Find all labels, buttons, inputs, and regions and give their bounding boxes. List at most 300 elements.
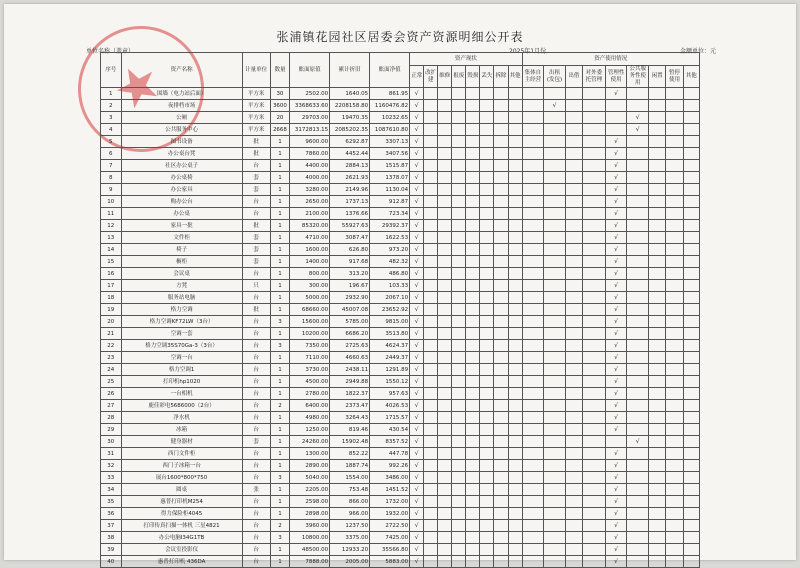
status-cell xyxy=(508,280,522,292)
usage-cell xyxy=(522,436,544,448)
row-asset-name: 公厕 xyxy=(121,112,242,124)
status-cell: √ xyxy=(410,232,424,244)
status-cell: √ xyxy=(410,424,424,436)
status-cell xyxy=(438,448,452,460)
usage-cell xyxy=(666,280,683,292)
usage-cell xyxy=(649,292,666,304)
status-cell: √ xyxy=(410,448,424,460)
usage-cell xyxy=(683,424,699,436)
usage-cell xyxy=(666,448,683,460)
status-cell xyxy=(466,292,480,304)
row-orig-value: 24260.00 xyxy=(290,436,330,448)
usage-cell: √ xyxy=(605,184,627,196)
status-cell xyxy=(480,436,494,448)
status-cell xyxy=(452,124,466,136)
usage-cell: √ xyxy=(605,136,627,148)
usage-cell xyxy=(583,388,606,400)
status-cell: √ xyxy=(410,400,424,412)
row-unit: 套 xyxy=(242,436,270,448)
status-cell xyxy=(508,520,522,532)
table-row xyxy=(101,340,700,352)
status-cell: √ xyxy=(410,220,424,232)
usage-cell xyxy=(565,532,582,544)
status-cell xyxy=(508,496,522,508)
status-cell xyxy=(452,352,466,364)
row-orig-value: 4980.00 xyxy=(290,412,330,424)
row-net-value: 9815.00 xyxy=(370,316,410,328)
status-cell xyxy=(466,508,480,520)
status-cell xyxy=(466,112,480,124)
status-cell xyxy=(452,364,466,376)
status-cell xyxy=(438,472,452,484)
usage-cell xyxy=(666,388,683,400)
row-unit: 批 xyxy=(242,304,270,316)
status-cell xyxy=(452,472,466,484)
status-cell xyxy=(452,172,466,184)
row-asset-name: 格力空调35S70Ga-3（3台） xyxy=(121,340,242,352)
usage-cell xyxy=(666,544,683,556)
usage-cell xyxy=(544,400,566,412)
status-cell xyxy=(438,364,452,376)
status-cell xyxy=(438,244,452,256)
usage-cell xyxy=(666,268,683,280)
usage-cell xyxy=(565,220,582,232)
usage-cell xyxy=(666,340,683,352)
usage-cell xyxy=(565,232,582,244)
status-cell: √ xyxy=(410,136,424,148)
usage-cell: √ xyxy=(605,496,627,508)
status-cell xyxy=(494,364,508,376)
row-unit: 批 xyxy=(242,220,270,232)
row-seq: 23 xyxy=(101,352,122,364)
row-orig-value: 7888.00 xyxy=(290,556,330,568)
status-cell xyxy=(438,388,452,400)
status-cell xyxy=(508,304,522,316)
row-asset-name: 会议室投影仪 xyxy=(121,544,242,556)
row-qty: 1 xyxy=(270,364,289,376)
status-cell xyxy=(508,484,522,496)
row-unit: 台 xyxy=(242,532,270,544)
row-orig-value: 2598.00 xyxy=(290,496,330,508)
status-cell xyxy=(508,436,522,448)
usage-cell xyxy=(583,268,606,280)
usage-cell xyxy=(649,352,666,364)
status-cell xyxy=(466,376,480,388)
row-net-value: 1550.12 xyxy=(370,376,410,388)
usage-cell xyxy=(565,124,582,136)
status-cell: √ xyxy=(410,376,424,388)
row-net-value: 1160476.82 xyxy=(370,100,410,112)
status-cell xyxy=(508,88,522,100)
row-net-value: 4026.53 xyxy=(370,400,410,412)
usage-cell xyxy=(565,388,582,400)
status-cell xyxy=(480,532,494,544)
usage-cell: √ xyxy=(605,256,627,268)
status-cell xyxy=(452,256,466,268)
usage-cell xyxy=(666,124,683,136)
usage-cell xyxy=(522,88,544,100)
usage-cell xyxy=(627,472,649,484)
row-net-value: 447.78 xyxy=(370,448,410,460)
row-seq: 12 xyxy=(101,220,122,232)
status-cell xyxy=(480,256,494,268)
usage-cell xyxy=(565,196,582,208)
row-qty: 30 xyxy=(270,88,289,100)
row-unit: 台 xyxy=(242,160,270,172)
status-cell xyxy=(466,424,480,436)
row-accum-dep: 866.00 xyxy=(330,496,370,508)
col-status-4: 毁损 xyxy=(466,66,480,88)
row-qty: 1 xyxy=(270,184,289,196)
status-cell xyxy=(508,100,522,112)
usage-cell xyxy=(683,148,699,160)
usage-cell xyxy=(544,376,566,388)
row-seq: 6 xyxy=(101,148,122,160)
status-cell xyxy=(424,268,438,280)
row-asset-name: 办公电脑I34G1TB xyxy=(121,532,242,544)
status-cell xyxy=(466,160,480,172)
row-accum-dep: 2932.90 xyxy=(330,292,370,304)
row-unit: 台 xyxy=(242,388,270,400)
status-cell xyxy=(494,124,508,136)
status-cell xyxy=(480,376,494,388)
row-seq: 5 xyxy=(101,136,122,148)
row-qty: 1 xyxy=(270,232,289,244)
status-cell: √ xyxy=(410,148,424,160)
row-orig-value: 10200.00 xyxy=(290,328,330,340)
usage-cell xyxy=(649,412,666,424)
row-seq: 21 xyxy=(101,328,122,340)
usage-cell xyxy=(583,256,606,268)
status-cell xyxy=(452,136,466,148)
row-unit: 台 xyxy=(242,448,270,460)
status-cell xyxy=(480,136,494,148)
usage-cell xyxy=(583,88,606,100)
table-row xyxy=(101,508,700,520)
status-cell xyxy=(494,208,508,220)
usage-cell: √ xyxy=(605,88,627,100)
usage-cell xyxy=(565,520,582,532)
usage-cell xyxy=(522,484,544,496)
usage-cell xyxy=(544,544,566,556)
status-cell xyxy=(452,88,466,100)
row-accum-dep: 1554.00 xyxy=(330,472,370,484)
status-cell xyxy=(438,532,452,544)
usage-cell xyxy=(627,220,649,232)
row-qty: 1 xyxy=(270,208,289,220)
status-cell xyxy=(438,280,452,292)
status-cell xyxy=(466,328,480,340)
row-accum-dep: 6292.87 xyxy=(330,136,370,148)
table-row xyxy=(101,460,700,472)
status-cell xyxy=(480,280,494,292)
status-cell xyxy=(508,220,522,232)
status-cell xyxy=(480,184,494,196)
status-cell: √ xyxy=(410,268,424,280)
table-row xyxy=(101,496,700,508)
row-seq: 26 xyxy=(101,388,122,400)
status-cell: √ xyxy=(410,472,424,484)
row-orig-value: 6400.00 xyxy=(290,400,330,412)
status-cell xyxy=(438,400,452,412)
col-usage-5: 公共服务性使用 xyxy=(627,66,649,88)
status-cell xyxy=(438,328,452,340)
usage-cell xyxy=(627,532,649,544)
usage-cell xyxy=(583,508,606,520)
row-unit: 台 xyxy=(242,340,270,352)
usage-cell xyxy=(522,448,544,460)
row-accum-dep: 3087.47 xyxy=(330,232,370,244)
usage-cell xyxy=(522,316,544,328)
status-cell xyxy=(424,364,438,376)
status-cell xyxy=(466,124,480,136)
usage-cell xyxy=(649,388,666,400)
usage-cell xyxy=(565,88,582,100)
row-qty: 1 xyxy=(270,412,289,424)
row-qty: 1 xyxy=(270,424,289,436)
row-accum-dep: 2005.00 xyxy=(330,556,370,568)
usage-cell xyxy=(627,304,649,316)
status-cell xyxy=(480,496,494,508)
row-net-value: 23652.92 xyxy=(370,304,410,316)
usage-cell xyxy=(666,520,683,532)
row-unit: 台 xyxy=(242,544,270,556)
table-row xyxy=(101,532,700,544)
usage-cell xyxy=(583,208,606,220)
row-seq: 19 xyxy=(101,304,122,316)
status-cell xyxy=(452,544,466,556)
row-unit: 套 xyxy=(242,172,270,184)
row-net-value: 103.33 xyxy=(370,280,410,292)
status-cell xyxy=(480,220,494,232)
usage-cell: √ xyxy=(605,208,627,220)
usage-cell xyxy=(683,400,699,412)
status-cell xyxy=(438,304,452,316)
status-cell xyxy=(452,328,466,340)
row-seq: 32 xyxy=(101,460,122,472)
status-cell xyxy=(438,484,452,496)
usage-cell xyxy=(565,364,582,376)
status-cell xyxy=(494,508,508,520)
status-cell xyxy=(494,496,508,508)
row-seq: 11 xyxy=(101,208,122,220)
usage-cell xyxy=(627,292,649,304)
status-cell xyxy=(438,556,452,568)
status-cell xyxy=(494,328,508,340)
status-cell xyxy=(424,400,438,412)
row-qty: 3 xyxy=(270,340,289,352)
row-unit: 台 xyxy=(242,316,270,328)
usage-cell xyxy=(522,256,544,268)
usage-cell xyxy=(627,88,649,100)
status-cell xyxy=(438,508,452,520)
status-cell xyxy=(494,556,508,568)
row-seq: 40 xyxy=(101,556,122,568)
status-cell: √ xyxy=(410,256,424,268)
row-seq: 29 xyxy=(101,424,122,436)
status-cell xyxy=(438,136,452,148)
status-cell xyxy=(508,112,522,124)
status-cell xyxy=(508,208,522,220)
col-group-status: 资产现状 xyxy=(410,53,522,66)
usage-cell xyxy=(683,208,699,220)
status-cell xyxy=(494,316,508,328)
row-asset-name: 方凳 xyxy=(121,280,242,292)
usage-cell xyxy=(627,232,649,244)
row-unit: 台 xyxy=(242,508,270,520)
usage-cell xyxy=(544,460,566,472)
table-row xyxy=(101,136,700,148)
usage-cell xyxy=(565,400,582,412)
usage-cell xyxy=(544,244,566,256)
status-cell xyxy=(494,412,508,424)
usage-cell xyxy=(544,484,566,496)
usage-cell xyxy=(649,100,666,112)
row-orig-value: 2890.00 xyxy=(290,460,330,472)
usage-cell xyxy=(666,328,683,340)
row-asset-name: 空调一台 xyxy=(121,352,242,364)
usage-cell xyxy=(683,496,699,508)
status-cell xyxy=(424,448,438,460)
status-cell: √ xyxy=(410,520,424,532)
usage-cell: √ xyxy=(605,292,627,304)
usage-cell: √ xyxy=(627,112,649,124)
usage-cell xyxy=(522,124,544,136)
usage-cell: √ xyxy=(605,328,627,340)
usage-cell xyxy=(583,136,606,148)
status-cell xyxy=(466,172,480,184)
table-row xyxy=(101,304,700,316)
usage-cell xyxy=(544,364,566,376)
status-cell xyxy=(452,520,466,532)
usage-cell: √ xyxy=(605,172,627,184)
row-seq: 39 xyxy=(101,544,122,556)
status-cell xyxy=(494,220,508,232)
table-row xyxy=(101,172,700,184)
status-cell: √ xyxy=(410,292,424,304)
table-row xyxy=(101,448,700,460)
status-cell xyxy=(452,376,466,388)
row-asset-name: 冰箱 xyxy=(121,424,242,436)
row-seq: 13 xyxy=(101,232,122,244)
usage-cell xyxy=(627,556,649,568)
usage-cell xyxy=(666,256,683,268)
status-cell xyxy=(494,484,508,496)
row-unit: 台 xyxy=(242,196,270,208)
status-cell xyxy=(438,460,452,472)
status-cell xyxy=(480,196,494,208)
row-qty: 1 xyxy=(270,460,289,472)
row-net-value: 1732.00 xyxy=(370,496,410,508)
row-net-value: 957.63 xyxy=(370,388,410,400)
usage-cell xyxy=(649,496,666,508)
usage-cell xyxy=(583,172,606,184)
usage-cell xyxy=(649,148,666,160)
asset-table xyxy=(100,52,700,568)
row-asset-name: 鹿佳彩电5686000（2台） xyxy=(121,400,242,412)
table-row xyxy=(101,220,700,232)
status-cell xyxy=(508,508,522,520)
usage-cell xyxy=(683,508,699,520)
row-accum-dep: 4660.63 xyxy=(330,352,370,364)
row-accum-dep: 3264.43 xyxy=(330,412,370,424)
status-cell: √ xyxy=(410,532,424,544)
usage-cell xyxy=(666,472,683,484)
status-cell: √ xyxy=(410,304,424,316)
usage-cell xyxy=(583,400,606,412)
usage-cell xyxy=(683,304,699,316)
usage-cell xyxy=(565,376,582,388)
row-qty: 1 xyxy=(270,556,289,568)
row-qty: 1 xyxy=(270,328,289,340)
usage-cell xyxy=(683,232,699,244)
usage-cell xyxy=(666,436,683,448)
row-qty: 2 xyxy=(270,520,289,532)
usage-cell xyxy=(565,352,582,364)
row-orig-value: 3172813.15 xyxy=(290,124,330,136)
status-cell xyxy=(480,208,494,220)
status-cell xyxy=(508,532,522,544)
status-cell xyxy=(508,556,522,568)
usage-cell xyxy=(683,484,699,496)
usage-cell xyxy=(649,280,666,292)
status-cell xyxy=(494,376,508,388)
row-asset-name: 得力保险柜4045 xyxy=(121,508,242,520)
usage-cell xyxy=(565,316,582,328)
usage-cell xyxy=(544,292,566,304)
usage-cell: √ xyxy=(605,424,627,436)
usage-cell xyxy=(649,376,666,388)
row-net-value: 3307.13 xyxy=(370,136,410,148)
status-cell xyxy=(494,280,508,292)
usage-cell xyxy=(522,208,544,220)
usage-cell xyxy=(649,508,666,520)
status-cell xyxy=(466,184,480,196)
status-cell: √ xyxy=(410,436,424,448)
usage-cell xyxy=(544,340,566,352)
status-cell xyxy=(480,112,494,124)
usage-cell xyxy=(627,484,649,496)
usage-cell xyxy=(627,328,649,340)
usage-cell xyxy=(649,544,666,556)
table-row xyxy=(101,376,700,388)
usage-cell xyxy=(649,232,666,244)
status-cell xyxy=(424,244,438,256)
row-orig-value: 2898.00 xyxy=(290,508,330,520)
usage-cell xyxy=(666,304,683,316)
usage-cell: √ xyxy=(605,460,627,472)
usage-cell xyxy=(565,424,582,436)
usage-cell xyxy=(627,448,649,460)
status-cell xyxy=(438,256,452,268)
status-cell xyxy=(424,496,438,508)
status-cell xyxy=(424,88,438,100)
status-cell xyxy=(452,160,466,172)
status-cell xyxy=(480,412,494,424)
row-accum-dep: 2949.88 xyxy=(330,376,370,388)
usage-cell xyxy=(522,160,544,172)
usage-cell xyxy=(627,544,649,556)
usage-cell xyxy=(666,112,683,124)
col-accum-dep: 累计折旧 xyxy=(330,53,370,88)
col-usage-0: 集体自主经营 xyxy=(522,66,544,88)
status-cell xyxy=(452,292,466,304)
row-accum-dep: 19470.35 xyxy=(330,112,370,124)
row-seq: 10 xyxy=(101,196,122,208)
row-qty: 3 xyxy=(270,472,289,484)
status-cell xyxy=(466,340,480,352)
status-cell: √ xyxy=(410,88,424,100)
